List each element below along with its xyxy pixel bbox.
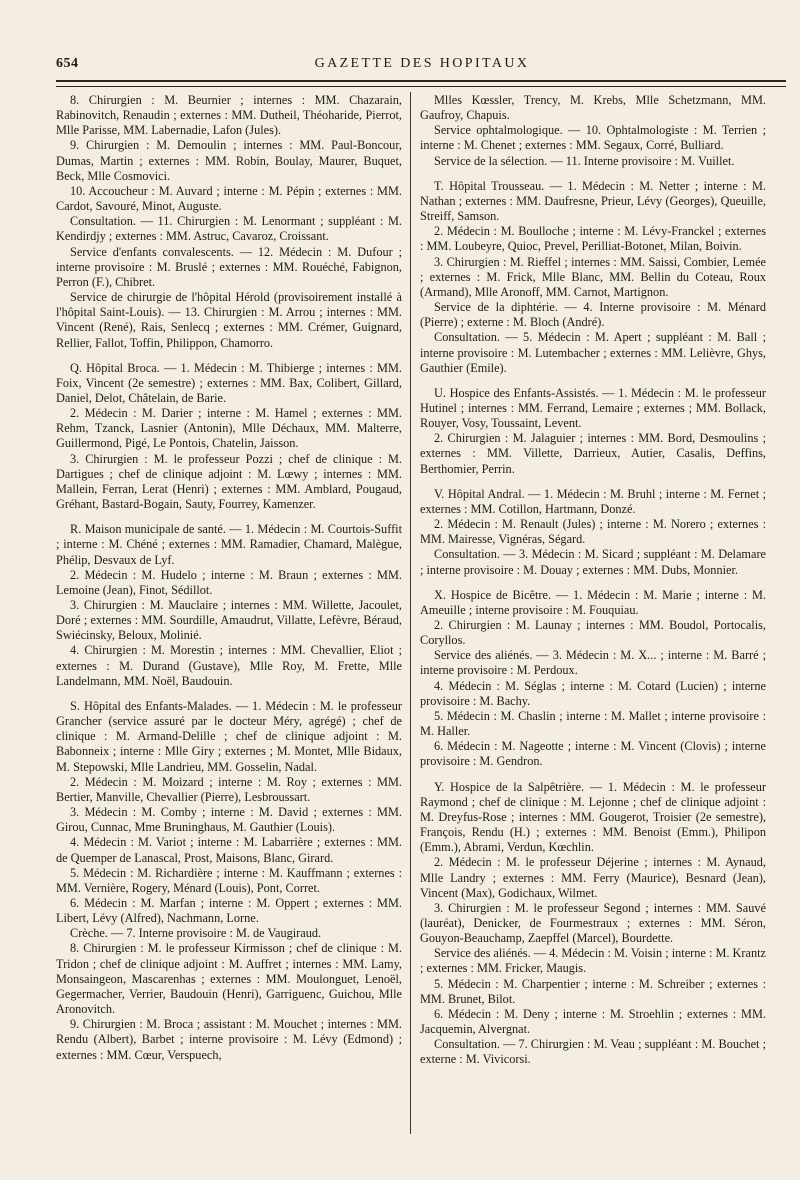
paragraph: 3. Chirurgien : M. le professeur Segond ; internes : MM. Sauvé (lauréat), Denicker, de Fourmestraux ; externes : MM. Séron, Gouyon-Beauchamp, Zaepffel (Marcel), Bourdette. — [420, 900, 766, 946]
paragraph: 5. Médecin : M. Chaslin ; interne : M. Mallet ; interne provisoire : M. Haller. — [420, 708, 766, 739]
paragraph: 6. Médecin : M. Marfan ; interne : M. Oppert ; externes : MM. Libert, Lévy (Alfred), Nachmann, Lorne. — [56, 895, 402, 926]
paragraph: 3. Chirurgien : M. Mauclaire ; internes : MM. Willette, Jacoulet, Doré ; externes : MM. Sourdille, Amaudrut, Villatte, Lefèvre, Béraud, Swiécinsky, Beloux, Molinié. — [56, 598, 402, 643]
paragraph: Service des aliénés. — 4. Médecin : M. Voisin ; interne : M. Krantz ; externes : MM. Fricker, Maugis. — [420, 946, 766, 976]
running-title: GAZETTE DES HOPITAUX — [314, 56, 530, 71]
paragraph: 4. Médecin : M. Séglas ; interne : M. Cotard (Lucien) ; interne provisoire : M. Bachy. — [420, 678, 766, 708]
paragraph: Mlles Kœssler, Trency, M. Krebs, Mlle Schetzmann, MM. Gaufroy, Chapuis. — [420, 93, 766, 123]
paragraph: Service ophtalmologique. — 10. Ophtalmologiste : M. Terrien ; interne : M. Chenet ; externes : MM. Segaux, Corré, Bulliard. — [420, 123, 766, 153]
header-rule-thick — [56, 80, 786, 82]
paragraph: 5. Médecin : M. Richardière ; interne : M. Kauffmann ; externes : MM. Vernière, Rogery, Ménard (Louis), Pont, Corret. — [56, 865, 402, 895]
section-paragraph: T. Hôpital Trousseau. — 1. Médecin : M. Netter ; interne : M. Nathan ; externes : MM. Daufresne, Prieur, Lévy (Georges), Queuille, Streiff, Samson. — [420, 178, 766, 224]
paragraph: 10. Accoucheur : M. Auvard ; interne : M. Pépin ; externes : MM. Cardot, Savouré, Minot, Auguste. — [56, 183, 402, 214]
paragraph: 3. Chirurgien : M. Rieffel ; internes : MM. Saissi, Combier, Lemée ; externes : M. Frick, Mlle Blanc, MM. Bellin du Coteau, Roux (Armand), Mlle Aronoff, MM. Carnot, Martignon. — [420, 254, 766, 299]
paragraph: Service des aliénés. — 3. Médecin : M. X... ; interne : M. Barré ; interne provisoire : M. Perdoux. — [420, 648, 766, 678]
header-rule-thin — [56, 86, 786, 87]
paragraph: Service de chirurgie de l'hôpital Hérold (provisoirement installé à l'hôpital Saint-Louis). — 13. Chirurgien : M. Arrou ; internes : MM. Vincent (René), Rais, Senlecq ; externes : MM. Crémer, Guignard, Rellier, Fallot, Toffin, Philippon, Chamorro. — [56, 290, 402, 350]
paragraph: Crèche. — 7. Interne provisoire : M. de Vaugiraud. — [70, 926, 322, 941]
paragraph: 2. Médecin : M. Moizard ; interne : M. Roy ; externes : MM. Bertier, Manville, Chevallier (Pierre), Lesbroussart. — [56, 774, 402, 804]
section-paragraph: R. Maison municipale de santé. — 1. Médecin : M. Courtois-Suffit ; interne : M. Chéné ; externes : MM. Ramadier, Chamard, Malègue, Phélip, Desvaux de Lyf. — [56, 522, 402, 567]
section-paragraph: X. Hospice de Bicêtre. — 1. Médecin : M. Marie ; interne : M. Ameuille ; interne provisoire : M. Fouquiau. — [420, 587, 766, 617]
paragraph: 2. Médecin : M. Darier ; interne : M. Hamel ; externes : MM. Rehm, Tzanck, Lasnier (Antonin), Mlle Déchaux, MM. Malterre, Guillermond, Pigé, Le Pontois, Chatelin, Jaisson. — [56, 406, 402, 451]
paragraph: Service de la sélection. — 11. Interne provisoire : M. Vuillet. — [434, 153, 735, 168]
section-paragraph: S. Hôpital des Enfants-Malades. — 1. Médecin : M. le professeur Grancher (service assuré par le docteur Méry, agrégé) ; chef de clinique : M. Armand-Delille ; chef de clinique adjoint : M. Babonneix ; interne : Mlle Giry ; externes ; M. Montet, Mlle Bidaux, M. Stepowski, Mlle Landrieu, MM. Gosselin, Nadal. — [56, 698, 402, 774]
paragraph: 4. Médecin : M. Variot ; interne : M. Labarrière ; externes : MM. de Quemper de Lanascal, Prost, Maisons, Blanc, Girard. — [56, 835, 402, 865]
paragraph: Consultation. — 7. Chirurgien : M. Veau ; suppléant : M. Bouchet ; externe : M. Vivicorsi. — [420, 1037, 766, 1067]
paragraph: 5. Médecin : M. Charpentier ; interne : M. Schreiber ; externes : MM. Brunet, Bilot. — [420, 976, 766, 1006]
paragraph: Consultation. — 11. Chirurgien : M. Lenormant ; suppléant : M. Kendirdjy ; externes : MM. Astruc, Cavaroz, Croissant. — [56, 214, 402, 244]
section-paragraph: Y. Hospice de la Salpêtrière. — 1. Médecin : M. le professeur Raymond ; chef de clinique : M. Lejonne ; chef de clinique adjoint : M. Dreyfus-Rose ; internes : MM. Gougerot, Troisier (2e semestre), François, Rendu (H.) ; externes : MM. Benoist (Emm.), Philipon (Emm.), Abrami, Verdun, Kœchlin. — [420, 779, 766, 855]
paragraph: 4. Chirurgien : M. Morestin ; internes : MM. Chevallier, Eliot ; externes : M. Durand (Gustave), Mlle Roy, M. Frette, Mlle Landelmann, MM. Noël, Baudouin. — [56, 643, 402, 688]
page-number: 654 — [56, 56, 79, 71]
paragraph: 3. Médecin : M. Comby ; interne : M. David ; externes : MM. Girou, Cunnac, Mme Bruninghaus, M. Gauthier (Louis). — [56, 805, 402, 835]
paragraph: 8. Chirurgien : M. Beurnier ; internes : MM. Chazarain, Rabinovitch, Renaudin ; externes : MM. Dutheil, Théoharide, Pierrot, Mlle Parisse, MM. Labernadie, Lafon (Jules). — [56, 93, 402, 138]
section-paragraph: V. Hôpital Andral. — 1. Médecin : M. Bruhl ; interne : M. Fernet ; externes : MM. Cotillon, Hartmann, Donzé. — [420, 486, 766, 516]
paragraph: Consultation. — 3. Médecin : M. Sicard ; suppléant : M. Delamare ; interne provisoire : M. Douay ; externes : MM. Dubs, Monnier. — [420, 547, 766, 577]
paragraph: 2. Chirurgien : M. Launay ; internes : MM. Boudol, Portocalis, Coryllos. — [420, 618, 766, 648]
section-paragraph: U. Hospice des Enfants-Assistés. — 1. Médecin : M. le professeur Hutinel ; internes : MM. Ferrand, Lemaire ; externes ; MM. Bollack, Rouyer, Vosy, Toussaint, Levent. — [420, 385, 766, 431]
paragraph: 8. Chirurgien : M. le professeur Kirmisson ; chef de clinique : M. Tridon ; chef de clinique adjoint : M. Auffret ; internes : MM. Lamy, Monsaingeon, Mascarenhas ; externes : MM. Moulonguet, Lenoël, Gegermacher, Verrier, Baudouin (Henri), Garriguenc, Guichou, Mlle Aronovitch. — [56, 941, 402, 1017]
left-column — [56, 93, 402, 1063]
paragraph: Service de la diphtérie. — 4. Interne provisoire : M. Ménard (Pierre) ; externe : M. Bloch (André). — [420, 300, 766, 330]
section-paragraph: Q. Hôpital Broca. — 1. Médecin : M. Thibierge ; internes : MM. Foix, Vincent (2e semestre) ; externes : MM. Bax, Colibert, Gillard, Daniel, Delot, Châtelain, de Barie. — [56, 360, 402, 405]
right-column — [420, 93, 766, 1068]
paragraph: 2. Médecin : M. Renault (Jules) ; interne : M. Norero ; externes : MM. Mairesse, Vignéras, Ségard. — [420, 517, 766, 547]
paragraph: 6. Médecin : M. Nageotte ; interne : M. Vincent (Clovis) ; interne provisoire : M. Gendron. — [420, 739, 766, 769]
column-divider — [410, 92, 411, 1134]
paragraph: 2. Chirurgien : M. Jalaguier ; internes : MM. Bord, Desmoulins ; externes : MM. Villette, Darrieux, Autier, Casalis, Deffins, Berthomier, Perrin. — [420, 431, 766, 476]
page-header — [56, 56, 788, 78]
paragraph: 2. Médecin : M. Hudelo ; interne : M. Braun ; externes : MM. Lemoine (Jean), Finot, Sédillot. — [56, 567, 402, 597]
paragraph: 6. Médecin : M. Deny ; interne : M. Stroehlin ; externes : MM. Jacquemin, Alvergnat. — [420, 1006, 766, 1037]
paragraph: 9. Chirurgien : M. Demoulin ; internes : MM. Paul-Boncour, Dumas, Martin ; externes : MM. Robin, Boulay, Maurer, Buquet, Beck, Mlle Cosmovici. — [56, 138, 402, 183]
paragraph: 2. Médecin : M. le professeur Déjerine ; internes : M. Aynaud, Mlle Landry ; externes : MM. Ferry (Maurice), Besnard (Jean), Vincent (Max), Godichaux, Wilmet. — [420, 855, 766, 900]
paragraph: 9. Chirurgien : M. Broca ; assistant : M. Mouchet ; internes : MM. Rendu (Albert), Barbet ; interne provisoire : M. Lévy (Edmond) ; externes : MM. Cœur, Verspuech, — [56, 1017, 402, 1062]
paragraph: 3. Chirurgien : M. le professeur Pozzi ; chef de clinique : M. Dartigues ; chef de clinique adjoint : M. Lœwy ; internes : MM. Mallein, Ferran, Lerat (Henri) ; externes : MM. Amblard, Pougaud, Gréhant, Bastard-Bogain, Sauty, Fourrey, Kamenzer. — [56, 451, 402, 512]
paragraph: Consultation. — 5. Médecin : M. Apert ; suppléant : M. Ball ; interne provisoire : M. Lutembacher ; externes : MM. Lelièvre, Ghys, Gauthier (Emile). — [420, 330, 766, 375]
paragraph: 2. Médecin : M. Boulloche ; interne : M. Lévy-Franckel ; externes : MM. Loubeyre, Quioc, Prevel, Perilliat-Botonet, Milan, Boivin. — [420, 224, 766, 254]
paragraph: Service d'enfants convalescents. — 12. Médecin : M. Dufour ; interne provisoire : M. Bruslé ; externes : MM. Rouéché, Fabignon, Perron (F.), Chibret. — [56, 244, 402, 289]
